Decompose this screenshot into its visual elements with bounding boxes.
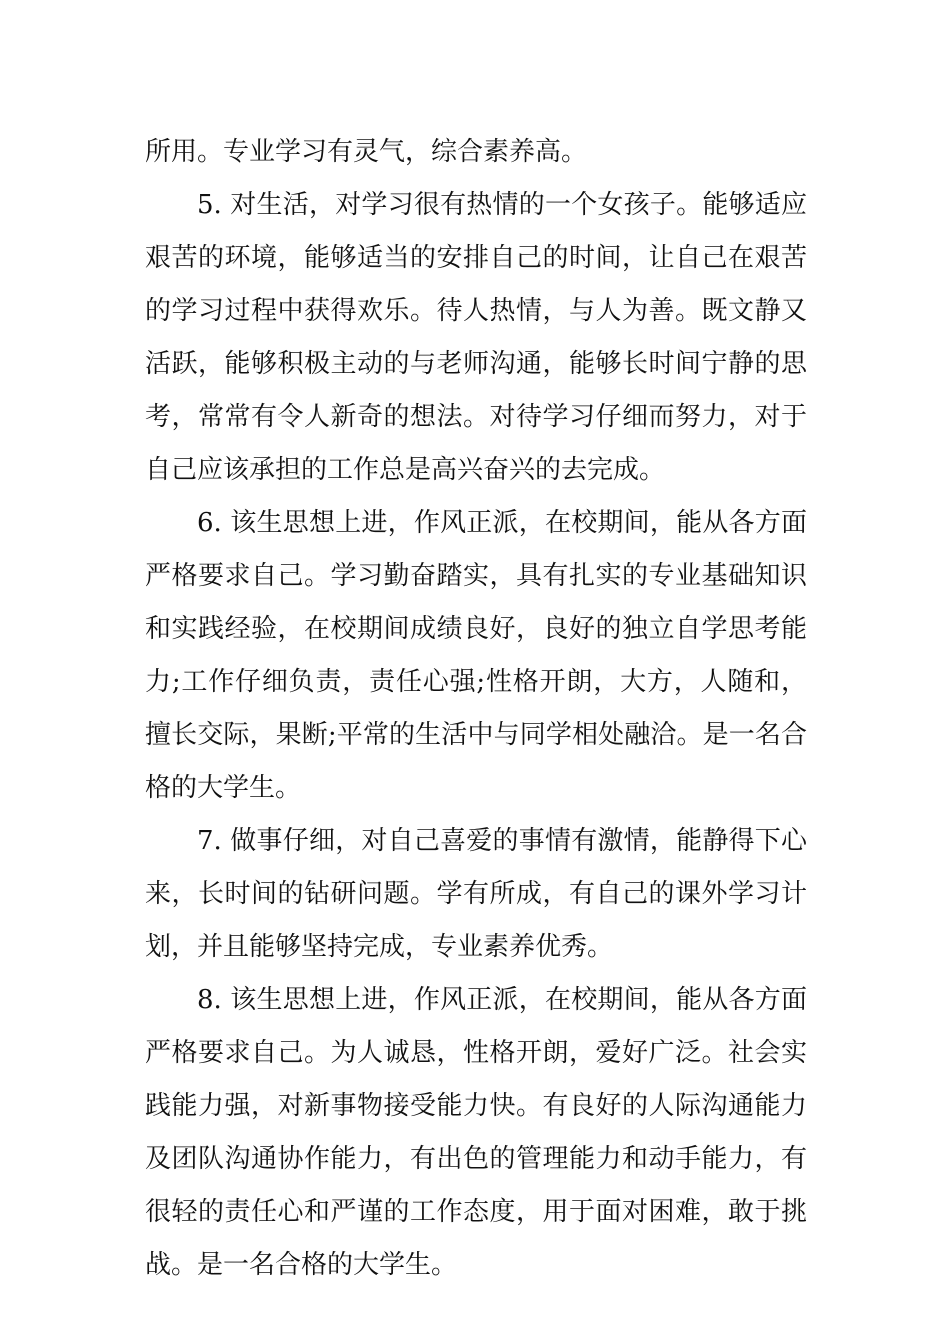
text-line: 考，常常有令人新奇的想法。对待学习仔细而努力，对于 <box>145 402 807 432</box>
text-line: 划，并且能够坚持完成，专业素养优秀。 <box>145 932 614 962</box>
text-line: 来，长时间的钻研问题。学有所成，有自己的课外学习计 <box>145 879 807 909</box>
text-line: 力;工作仔细负责，责任心强;性格开朗，大方，人随和， <box>145 667 807 697</box>
text-line: 格的大学生。 <box>145 773 302 803</box>
text-line: 活跃，能够积极主动的与老师沟通，能够长时间宁静的思 <box>145 349 807 379</box>
text-line: 严格要求自己。为人诚恳，性格开朗，爱好广泛。社会实 <box>145 1038 807 1068</box>
text-line: 艰苦的环境，能够适当的安排自己的时间，让自己在艰苦 <box>145 243 807 273</box>
text-line: 严格要求自己。学习勤奋踏实，具有扎实的专业基础知识 <box>145 561 807 591</box>
text-line: 所用。专业学习有灵气，综合素养高。 <box>145 137 588 167</box>
text-line: 的学习过程中获得欢乐。待人热情，与人为善。既文静又 <box>145 296 807 326</box>
text-line: 战。是一名合格的大学生。 <box>145 1250 458 1280</box>
text-line: 践能力强，对新事物接受能力快。有良好的人际沟通能力 <box>145 1091 807 1121</box>
text-line: 5. 对生活，对学习很有热情的一个女孩子。能够适应 <box>197 190 807 220</box>
document-body <box>145 126 807 1292</box>
text-line: 8. 该生思想上进，作风正派，在校期间，能从各方面 <box>197 985 807 1015</box>
text-line: 6. 该生思想上进，作风正派，在校期间，能从各方面 <box>197 508 807 538</box>
text-line: 自己应该承担的工作总是高兴奋兴的去完成。 <box>145 455 666 485</box>
text-line: 及团队沟通协作能力，有出色的管理能力和动手能力，有 <box>145 1144 807 1174</box>
text-line: 和实践经验，在校期间成绩良好，良好的独立自学思考能 <box>145 614 807 644</box>
text-line: 擅长交际，果断;平常的生活中与同学相处融洽。是一名合 <box>145 720 807 750</box>
text-line: 7. 做事仔细，对自己喜爱的事情有激情，能静得下心 <box>197 826 807 856</box>
text-line: 很轻的责任心和严谨的工作态度，用于面对困难，敢于挑 <box>145 1197 807 1227</box>
